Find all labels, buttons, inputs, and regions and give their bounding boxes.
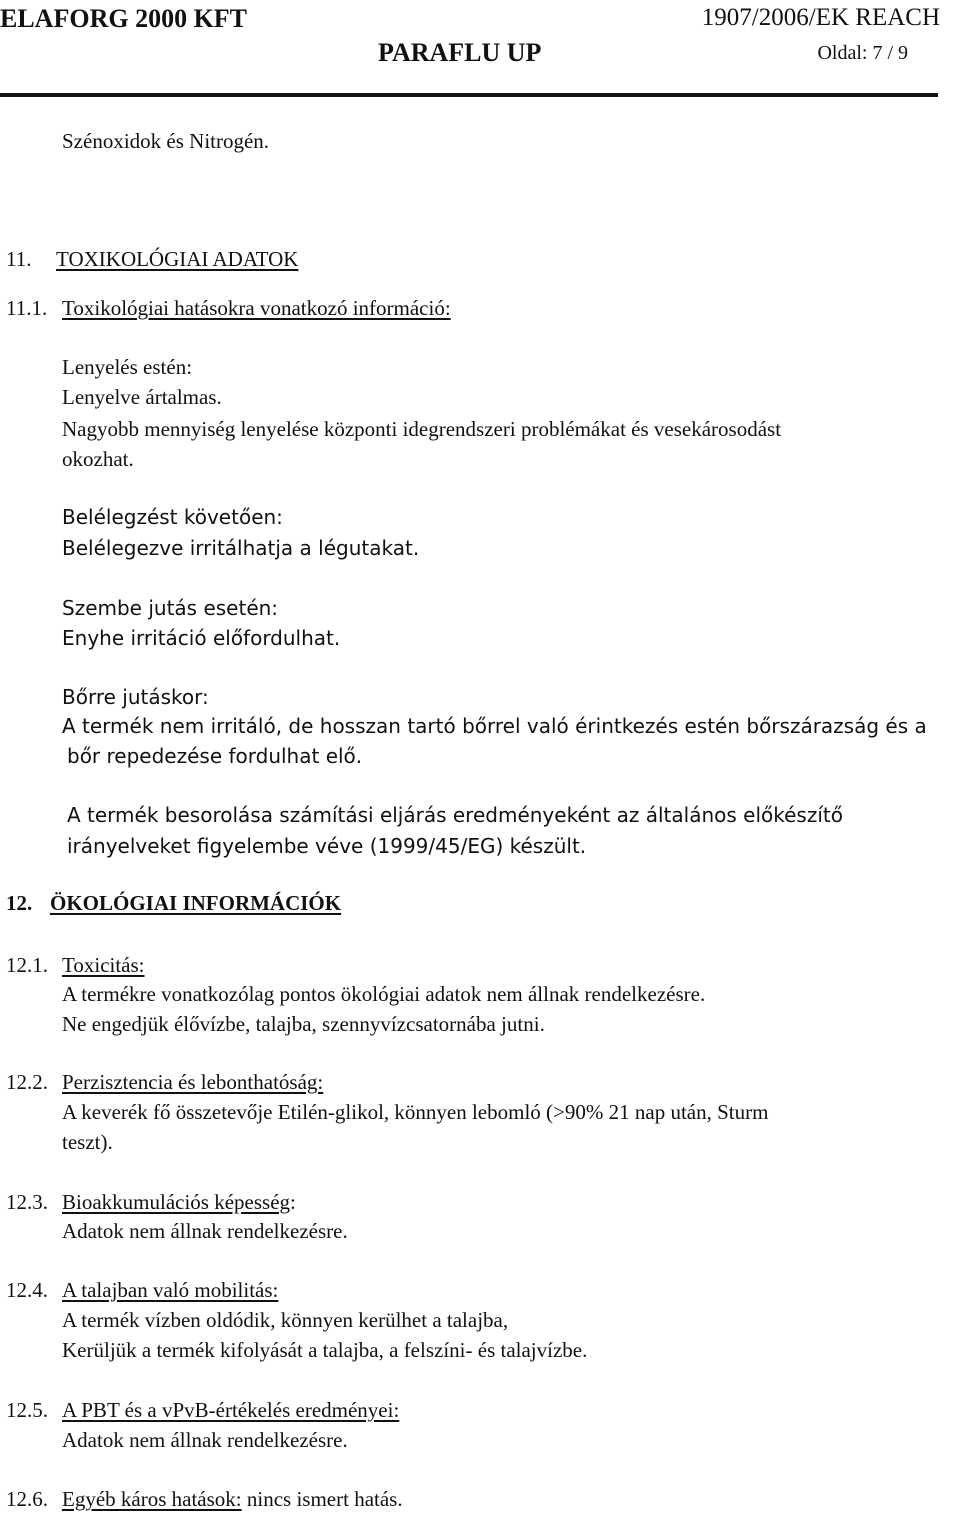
inhalation-text: Belélegezve irritálhatja a légutakat. <box>62 536 420 560</box>
page-number: Oldal: 7 / 9 <box>817 42 908 64</box>
toxicity-line: Ne engedjük élővízbe, talajba, szennyvízcsatornába jutni. <box>62 1012 545 1036</box>
subsection-12-2 <box>6 1071 323 1094</box>
subsection-title: Bioakkumulációs képesség <box>62 1190 291 1214</box>
product-name: PARAFLU UP <box>378 38 542 67</box>
subsection-title: A talajban való mobilitás: <box>62 1278 279 1302</box>
subsection-number: 12.6. <box>6 1487 48 1511</box>
mobility-line: Kerüljük a termék kifolyását a talajba, a felszíni- és talajvízbe. <box>62 1338 588 1362</box>
section-12-number: 12. <box>6 891 33 915</box>
subsection-suffix: nincs ismert hatás. <box>241 1487 403 1511</box>
subsection-title: Toxikológiai hatásokra vonatkozó információ: <box>62 296 451 320</box>
subsection-suffix: : <box>290 1190 296 1214</box>
ingestion-label: Lenyelés estén: <box>62 355 193 379</box>
subsection-number: 11.1. <box>6 296 48 320</box>
subsection-number: 12.2. <box>6 1070 48 1094</box>
subsection-12-5 <box>6 1399 399 1422</box>
ingestion-line: Nagyobb mennyiség lenyelése központi idegrendszeri problémákat és vesekárosodást <box>62 417 782 441</box>
pbt-line: Adatok nem állnak rendelkezésre. <box>62 1428 348 1452</box>
skin-line: bőr repedezése fordulhat elő. <box>67 744 363 768</box>
section-12-heading <box>6 892 341 915</box>
skin-label: Bőrre jutáskor: <box>62 685 209 709</box>
regulation-ref: 1907/2006/EK REACH <box>701 4 940 31</box>
persistence-line: teszt). <box>62 1130 113 1154</box>
eye-label: Szembe jutás esetén: <box>62 596 279 620</box>
toxicity-line: A termékre vonatkozólag pontos ökológiai adatok nem állnak rendelkezésre. <box>62 982 706 1006</box>
persistence-line: A keverék fő összetevője Etilén-glikol, könnyen lebomló (>90% 21 nap után, Sturm <box>62 1100 769 1124</box>
section-11-heading <box>6 248 298 271</box>
subsection-title: Perzisztencia és lebonthatóság: <box>62 1070 324 1094</box>
subsection-number: 12.1. <box>6 953 48 977</box>
ingestion-line: okozhat. <box>62 447 134 471</box>
ingestion-line: Lenyelve ártalmas. <box>62 385 222 409</box>
subsection-number: 12.5. <box>6 1398 48 1422</box>
intro-text: Szénoxidok és Nitrogén. <box>62 129 270 153</box>
inhalation-label: Belélegzést követően: <box>62 505 283 529</box>
mobility-line: A termék vízben oldódik, könnyen kerülhet a talajba, <box>62 1308 509 1332</box>
subsection-title: Egyéb káros hatások: <box>62 1487 242 1511</box>
classification-line: irányelveket figyelembe véve (1999/45/EG) készült. <box>67 834 587 858</box>
section-11-title: TOXIKOLÓGIAI ADATOK <box>56 247 299 271</box>
section-11-number: 11. <box>6 247 32 271</box>
subsection-12-6 <box>6 1488 403 1511</box>
subsection-number: 12.4. <box>6 1278 48 1302</box>
subsection-title: A PBT és a vPvB-értékelés eredményei: <box>62 1398 400 1422</box>
subsection-12-3 <box>6 1191 296 1214</box>
classification-line: A termék besorolása számítási eljárás eredményeként az általános előkészítő <box>67 803 843 827</box>
subsection-number: 12.3. <box>6 1190 48 1214</box>
company-name: ELAFORG 2000 KFT <box>0 4 248 33</box>
header-divider <box>0 93 938 97</box>
bioaccumulation-line: Adatok nem állnak rendelkezésre. <box>62 1219 348 1243</box>
subsection-12-1 <box>6 954 145 977</box>
section-12-title: ÖKOLÓGIAI INFORMÁCIÓK <box>50 891 342 915</box>
subsection-title: Toxicitás: <box>62 953 145 977</box>
subsection-11-1 <box>6 297 451 320</box>
eye-text: Enyhe irritáció előfordulhat. <box>62 626 341 650</box>
skin-line: A termék nem irritáló, de hosszan tartó bőrrel való érintkezés estén bőrszárazság és a <box>62 714 927 738</box>
subsection-12-4 <box>6 1279 278 1302</box>
